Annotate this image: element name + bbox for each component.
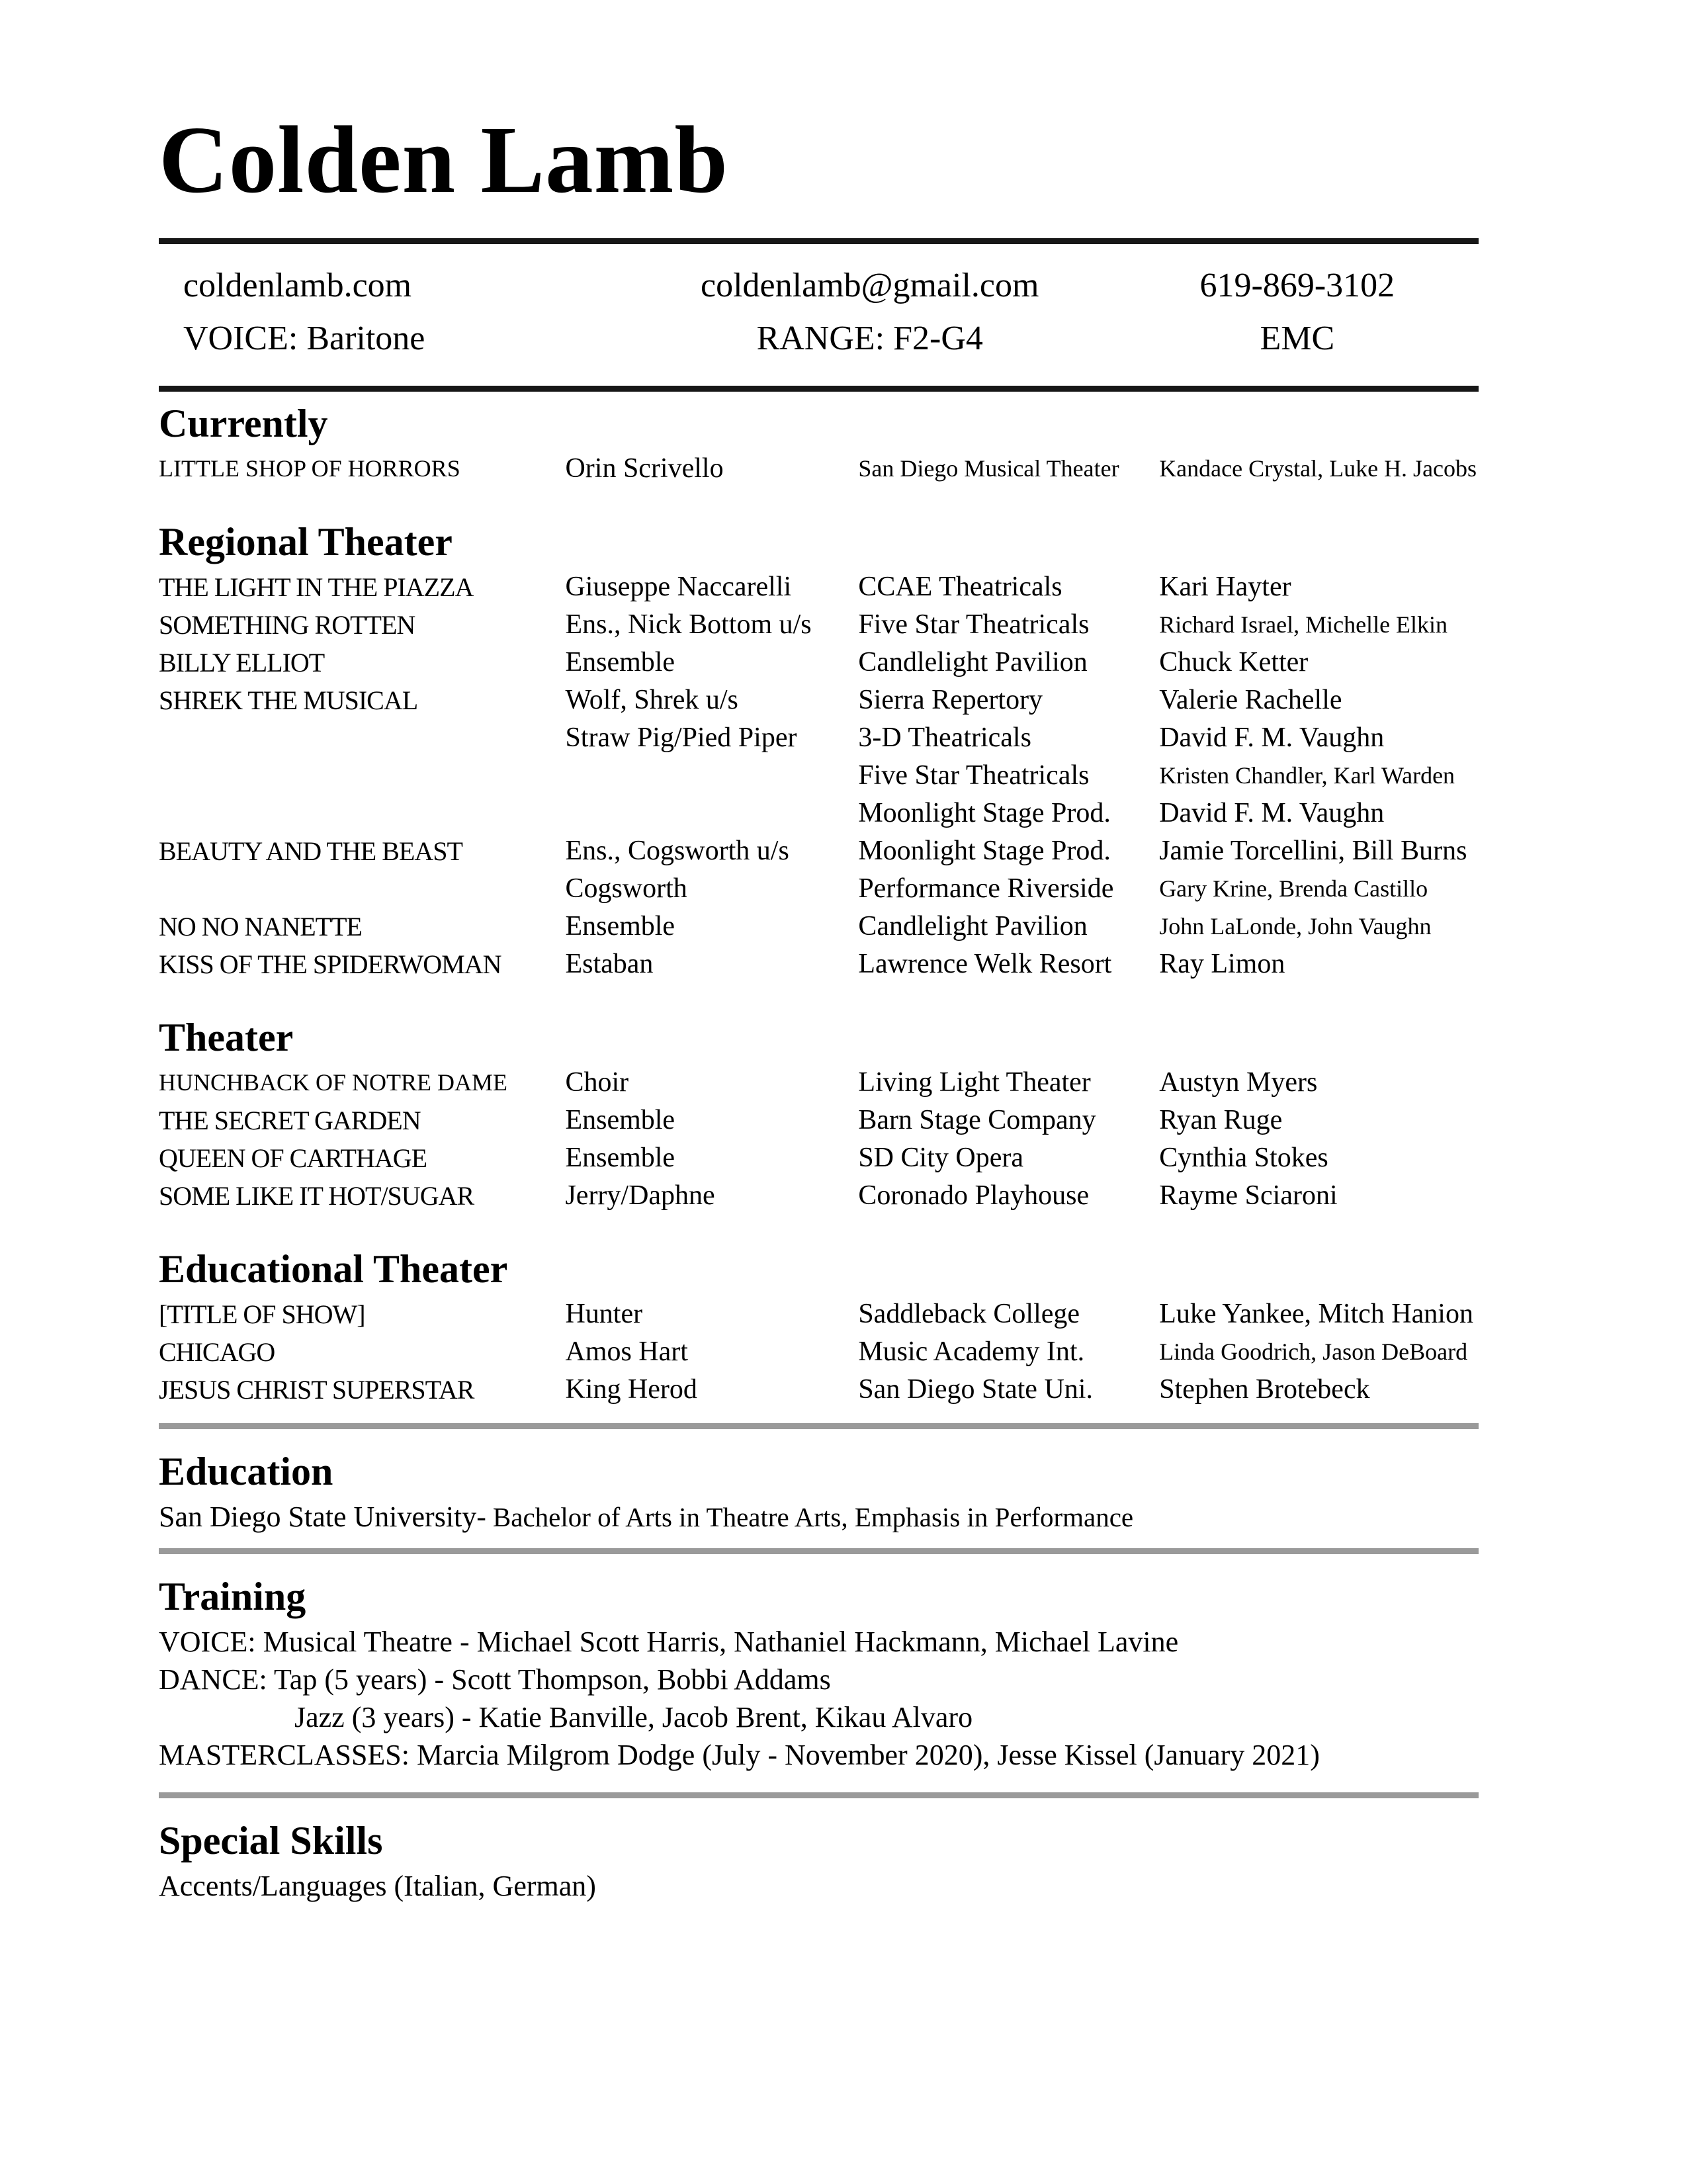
vocal-range: RANGE: F2-G4 <box>756 320 983 357</box>
role: Ensemble <box>565 911 675 941</box>
theater-company: Saddleback College <box>858 1299 1080 1329</box>
role: Hunter <box>565 1299 643 1329</box>
role: Ensemble <box>565 1143 675 1173</box>
credit-row <box>159 681 1479 719</box>
directors: Jamie Torcellini, Bill Burns <box>1159 836 1467 866</box>
credit-row <box>159 644 1479 681</box>
show-title: BILLY ELLIOT <box>159 648 325 677</box>
directors: Ryan Ruge <box>1159 1105 1283 1135</box>
credit-row <box>159 606 1479 644</box>
training-line-voice: VOICE: Musical Theatre - Michael Scott Harris, Nathaniel Hackmann, Michael Lavine <box>159 1626 1179 1658</box>
theater-company: Living Light Theater <box>858 1067 1091 1098</box>
theater-company: San Diego State Uni. <box>858 1374 1093 1405</box>
role: Ens., Cogsworth u/s <box>565 836 789 866</box>
theater-company: Candlelight Pavilion <box>858 911 1088 941</box>
training-line-jazz: Jazz (3 years) - Katie Banville, Jacob Brent, Kikau Alvaro <box>294 1701 973 1733</box>
role: Cogsworth <box>565 873 687 904</box>
divider-line <box>159 386 1479 392</box>
role: Ens., Nick Bottom u/s <box>565 609 812 640</box>
role: Ensemble <box>565 1105 675 1135</box>
show-title: CHICAGO <box>159 1337 275 1367</box>
directors: Chuck Ketter <box>1159 647 1309 677</box>
show-title: QUEEN OF CARTHAGE <box>159 1143 427 1173</box>
theater-company: Performance Riverside <box>858 873 1114 904</box>
theater-company: Coronado Playhouse <box>858 1180 1090 1211</box>
divider-line <box>159 1548 1479 1554</box>
credit-row <box>159 1139 1479 1177</box>
divider-line <box>159 1423 1479 1429</box>
theater-company: San Diego Musical Theater <box>858 455 1119 482</box>
credit-row <box>159 1102 1479 1139</box>
credit-row <box>159 1177 1479 1215</box>
credit-row <box>159 945 1479 983</box>
contact-phone: 619-869-3102 <box>1199 267 1395 304</box>
show-title: KISS OF THE SPIDERWOMAN <box>159 949 501 979</box>
credit-row <box>159 719 1479 757</box>
training-block <box>159 1623 1479 1774</box>
training-line-masterclasses: MASTERCLASSES: Marcia Milgrom Dodge (July - November 2020), Jesse Kissel (January 2021) <box>159 1739 1320 1771</box>
theater-company: SD City Opera <box>858 1143 1023 1173</box>
directors: Valerie Rachelle <box>1159 685 1342 715</box>
credit-row <box>159 1064 1479 1102</box>
credit-row <box>159 1333 1479 1371</box>
role: Amos Hart <box>565 1336 688 1367</box>
theater-company: Five Star Theatricals <box>858 760 1090 791</box>
directors: David F. M. Vaughn <box>1159 722 1385 753</box>
training-line-dance: DANCE: Tap (5 years) - Scott Thompson, Bobbi Addams <box>159 1663 831 1696</box>
role: Giuseppe Naccarelli <box>565 572 792 602</box>
section-title-regional-theater: Regional Theater <box>159 520 453 564</box>
theater-company: Moonlight Stage Prod. <box>858 798 1111 828</box>
directors: Linda Goodrich, Jason DeBoard <box>1159 1338 1468 1365</box>
role: Choir <box>565 1067 629 1098</box>
show-title: SOME LIKE IT HOT/SUGAR <box>159 1181 474 1211</box>
section-title-training: Training <box>159 1575 306 1618</box>
directors: Austyn Myers <box>1159 1067 1318 1098</box>
show-title <box>159 719 565 757</box>
contact-block <box>159 265 1479 359</box>
theater-company: Five Star Theatricals <box>858 609 1090 640</box>
role: Wolf, Shrek u/s <box>565 685 738 715</box>
education-institution: San Diego State University- <box>159 1501 486 1533</box>
role: Orin Scrivello <box>565 453 724 484</box>
education-line <box>159 1498 1479 1536</box>
educational-theater-table <box>159 1295 1479 1409</box>
union-status: EMC <box>1260 320 1335 357</box>
directors: Gary Krine, Brenda Castillo <box>1159 875 1428 902</box>
role: Ensemble <box>565 647 675 677</box>
show-title <box>159 870 565 908</box>
section-title-theater: Theater <box>159 1016 294 1059</box>
credit-row <box>159 568 1479 606</box>
section-title-currently: Currently <box>159 402 328 445</box>
regional-theater-table <box>159 568 1479 983</box>
directors: Kristen Chandler, Karl Warden <box>1159 762 1455 789</box>
show-title <box>159 757 565 795</box>
education-degree: Bachelor of Arts in Theatre Arts, Emphasis in Performance <box>492 1502 1134 1532</box>
credit-row <box>159 795 1479 832</box>
directors: Richard Israel, Michelle Elkin <box>1159 611 1448 638</box>
directors: Stephen Brotebeck <box>1159 1374 1370 1405</box>
contact-email: coldenlamb@gmail.com <box>701 267 1039 304</box>
directors: John LaLonde, John Vaughn <box>1159 913 1432 939</box>
divider-line <box>159 238 1479 244</box>
directors: Rayme Sciaroni <box>1159 1180 1338 1211</box>
theater-company: Barn Stage Company <box>858 1105 1096 1135</box>
theater-company: Music Academy Int. <box>858 1336 1085 1367</box>
contact-website: coldenlamb.com <box>183 267 412 304</box>
credit-row <box>159 450 1479 488</box>
credit-row <box>159 1371 1479 1409</box>
directors: Kari Hayter <box>1159 572 1291 602</box>
theater-company: Lawrence Welk Resort <box>858 949 1112 979</box>
show-title: LITTLE SHOP OF HORRORS <box>159 455 460 482</box>
section-title-education: Education <box>159 1450 333 1493</box>
voice-type: VOICE: Baritone <box>183 320 425 357</box>
currently-table <box>159 450 1479 488</box>
special-skills-line: Accents/Languages (Italian, German) <box>159 1870 596 1902</box>
show-title: [TITLE OF SHOW] <box>159 1299 365 1329</box>
role: Straw Pig/Pied Piper <box>565 722 797 753</box>
theater-table <box>159 1064 1479 1215</box>
theater-company: 3-D Theatricals <box>858 722 1031 753</box>
show-title: THE LIGHT IN THE PIAZZA <box>159 572 474 602</box>
role <box>565 795 858 832</box>
directors: David F. M. Vaughn <box>1159 798 1385 828</box>
theater-company: CCAE Theatricals <box>858 572 1062 602</box>
role: Estaban <box>565 949 654 979</box>
directors: Luke Yankee, Mitch Hanion <box>1159 1299 1473 1329</box>
show-title: NO NO NANETTE <box>159 912 362 941</box>
show-title: HUNCHBACK OF NOTRE DAME <box>159 1069 508 1096</box>
show-title <box>159 795 565 832</box>
page-title: Colden Lamb <box>159 107 729 213</box>
show-title: SHREK THE MUSICAL <box>159 685 418 715</box>
show-title: JESUS CHRIST SUPERSTAR <box>159 1375 474 1405</box>
credit-row <box>159 870 1479 908</box>
section-title-educational-theater: Educational Theater <box>159 1247 508 1291</box>
directors: Cynthia Stokes <box>1159 1143 1328 1173</box>
credit-row <box>159 832 1479 870</box>
divider-line <box>159 1792 1479 1798</box>
show-title: THE SECRET GARDEN <box>159 1106 421 1135</box>
credit-row <box>159 757 1479 795</box>
role <box>565 757 858 795</box>
credit-row <box>159 908 1479 945</box>
theater-company: Moonlight Stage Prod. <box>858 836 1111 866</box>
directors: Ray Limon <box>1159 949 1285 979</box>
role: Jerry/Daphne <box>565 1180 715 1211</box>
section-title-special-skills: Special Skills <box>159 1819 383 1862</box>
directors: Kandace Crystal, Luke H. Jacobs <box>1159 455 1477 482</box>
credit-row <box>159 1295 1479 1333</box>
show-title: SOMETHING ROTTEN <box>159 610 415 640</box>
show-title: BEAUTY AND THE BEAST <box>159 836 462 866</box>
theater-company: Sierra Repertory <box>858 685 1043 715</box>
role: King Herod <box>565 1374 697 1405</box>
theater-company: Candlelight Pavilion <box>858 647 1088 677</box>
